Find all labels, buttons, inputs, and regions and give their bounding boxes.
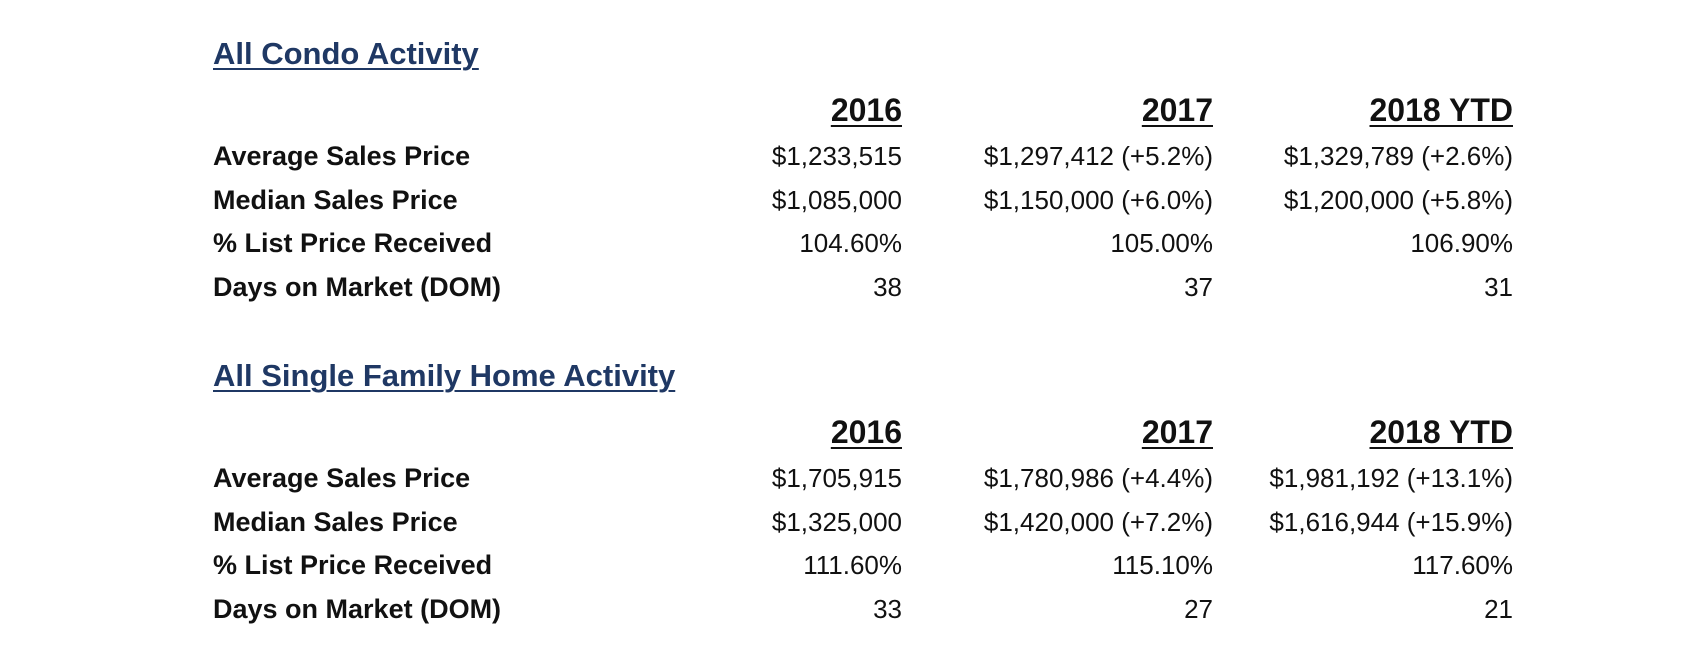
cell-2018-ytd: $1,616,944 (+15.9%)	[1269, 507, 1513, 537]
cell-2016: 111.60%	[803, 550, 902, 580]
row-label: % List Price Received	[213, 228, 493, 258]
cell-2017: 105.00%	[1110, 228, 1213, 258]
cell-2016: 38	[873, 272, 902, 302]
cell-2017: $1,297,412 (+5.2%)	[983, 141, 1213, 171]
cell-2017: $1,780,986 (+4.4%)	[983, 463, 1213, 493]
year-header-2017: 2017	[1141, 414, 1213, 450]
cell-2017: $1,150,000 (+6.0%)	[983, 185, 1213, 215]
cell-2018-ytd: $1,329,789 (+2.6%)	[1283, 141, 1513, 171]
row-label: Average Sales Price	[213, 141, 471, 171]
row-label: Average Sales Price	[213, 463, 471, 493]
row-label: Days on Market (DOM)	[213, 272, 502, 302]
section-title: All Condo Activity	[213, 36, 479, 71]
row-label: Median Sales Price	[213, 185, 458, 215]
cell-2017: $1,420,000 (+7.2%)	[983, 507, 1213, 537]
table-row-list-price-received	[0, 228, 1700, 268]
year-header-2018-ytd: 2018 YTD	[1369, 92, 1513, 128]
cell-2018-ytd: 21	[1484, 594, 1513, 624]
cell-2016: 33	[873, 594, 902, 624]
table-row-days-on-market	[0, 594, 1700, 634]
cell-2016: $1,705,915	[771, 463, 902, 493]
cell-2017: 115.10%	[1112, 550, 1213, 580]
cell-2016: $1,085,000	[771, 185, 902, 215]
cell-2016: $1,233,515	[771, 141, 902, 171]
year-header-2016: 2016	[830, 414, 902, 450]
section-title: All Single Family Home Activity	[213, 358, 676, 393]
table-row-median-sales-price	[0, 185, 1700, 225]
cell-2017: 37	[1184, 272, 1213, 302]
table-row-days-on-market	[0, 272, 1700, 312]
table-row-average-sales-price	[0, 141, 1700, 181]
cell-2018-ytd: $1,981,192 (+13.1%)	[1269, 463, 1513, 493]
table-row-median-sales-price	[0, 507, 1700, 547]
table-row-list-price-received	[0, 550, 1700, 590]
cell-2018-ytd: 117.60%	[1412, 550, 1513, 580]
year-header-2018-ytd: 2018 YTD	[1369, 414, 1513, 450]
row-label: % List Price Received	[213, 550, 493, 580]
cell-2018-ytd: 106.90%	[1410, 228, 1513, 258]
cell-2017: 27	[1184, 594, 1213, 624]
table-row-average-sales-price	[0, 463, 1700, 503]
year-header-2017: 2017	[1141, 92, 1213, 128]
row-label: Days on Market (DOM)	[213, 594, 502, 624]
cell-2018-ytd: 31	[1484, 272, 1513, 302]
cell-2016: $1,325,000	[771, 507, 902, 537]
cell-2016: 104.60%	[799, 228, 902, 258]
row-label: Median Sales Price	[213, 507, 458, 537]
year-header-2016: 2016	[830, 92, 902, 128]
cell-2018-ytd: $1,200,000 (+5.8%)	[1283, 185, 1513, 215]
